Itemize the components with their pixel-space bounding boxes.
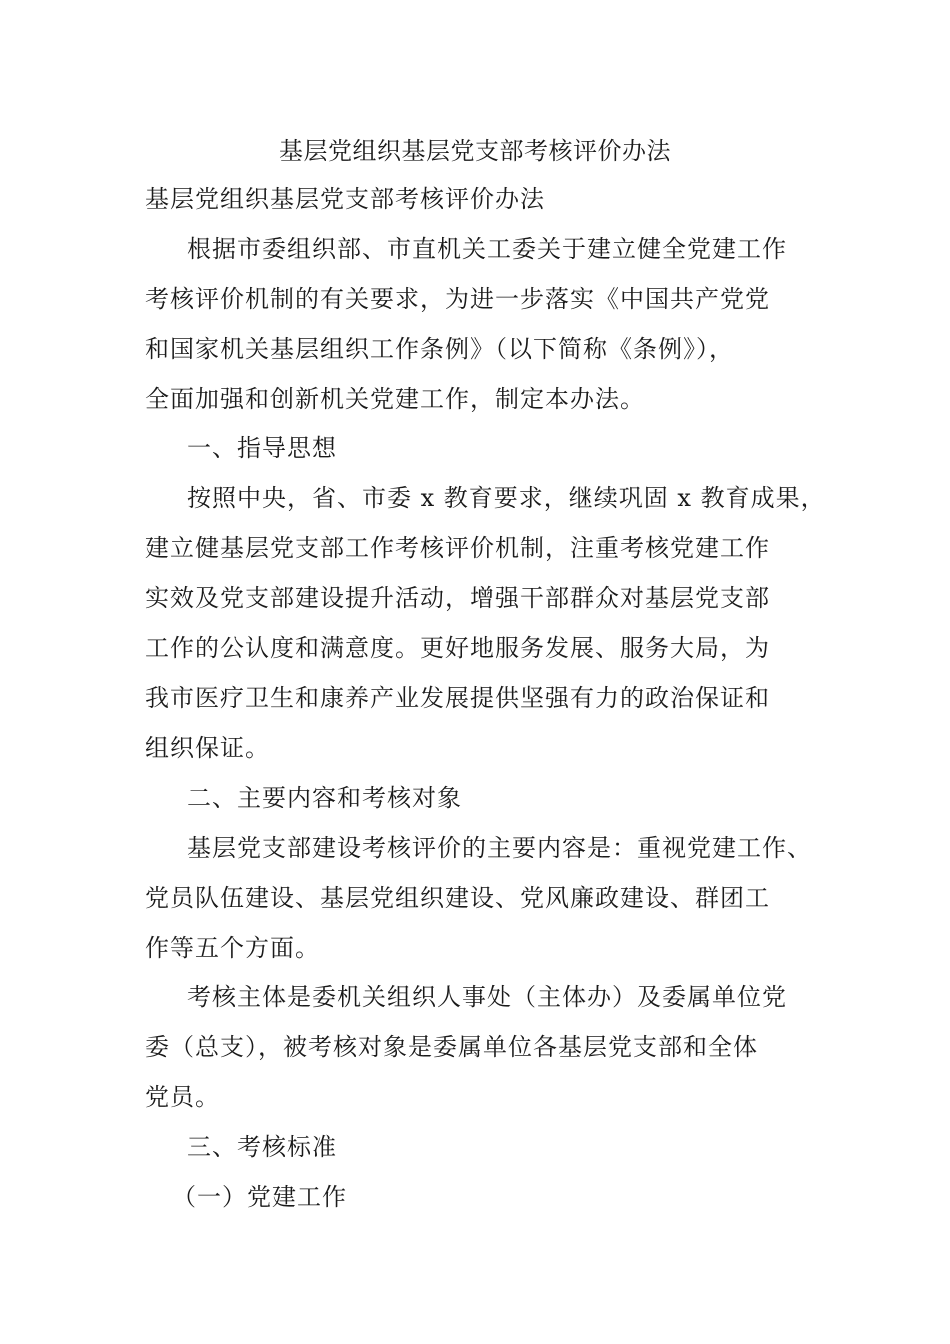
paragraph-line: 组织保证。 bbox=[145, 734, 270, 762]
paragraph-line: 全面加强和创新机关党建工作，制定本办法。 bbox=[145, 385, 645, 413]
paragraph-line: 委（总支），被考核对象是委属单位各基层党支部和全体 bbox=[145, 1033, 758, 1061]
paragraph-line: 我市医疗卫生和康养产业发展提供坚强有力的政治保证和 bbox=[145, 684, 770, 712]
document-title: 基层党组织基层党支部考核评价办法 bbox=[279, 137, 671, 165]
paragraph-line: 党员队伍建设、基层党组织建设、党风廉政建设、群团工 bbox=[145, 884, 770, 912]
section-heading-1: 一、指导思想 bbox=[187, 434, 337, 462]
document-subtitle: 基层党组织基层党支部考核评价办法 bbox=[145, 185, 545, 213]
section-heading-2: 二、主要内容和考核对象 bbox=[187, 784, 462, 812]
paragraph-line: 基层党支部建设考核评价的主要内容是：重视党建工作、 bbox=[187, 834, 812, 862]
paragraph-line: 工作的公认度和满意度。更好地服务发展、服务大局，为 bbox=[145, 634, 770, 662]
paragraph-line: 建立健基层党支部工作考核评价机制，注重考核党建工作 bbox=[145, 534, 770, 562]
paragraph-line: 考核评价机制的有关要求，为进一步落实《中国共产党党 bbox=[145, 285, 770, 313]
paragraph-line: 作等五个方面。 bbox=[145, 934, 320, 962]
paragraph-line: 党员。 bbox=[145, 1083, 220, 1111]
paragraph-line: 考核主体是委机关组织人事处（主体办）及委属单位党 bbox=[187, 983, 787, 1011]
paragraph-line: 根据市委组织部、市直机关工委关于建立健全党建工作 bbox=[187, 235, 787, 263]
paragraph-line: 实效及党支部建设提升活动，增强干部群众对基层党支部 bbox=[145, 584, 770, 612]
paragraph-line: 和国家机关基层组织工作条例》（以下简称《条例》）， bbox=[145, 335, 734, 363]
subsection-heading: （一）党建工作 bbox=[172, 1183, 347, 1211]
section-heading-3: 三、考核标准 bbox=[187, 1133, 337, 1161]
paragraph-line: 按照中央，省、市委 x 教育要求，继续巩固 x 教育成果， bbox=[187, 484, 826, 512]
